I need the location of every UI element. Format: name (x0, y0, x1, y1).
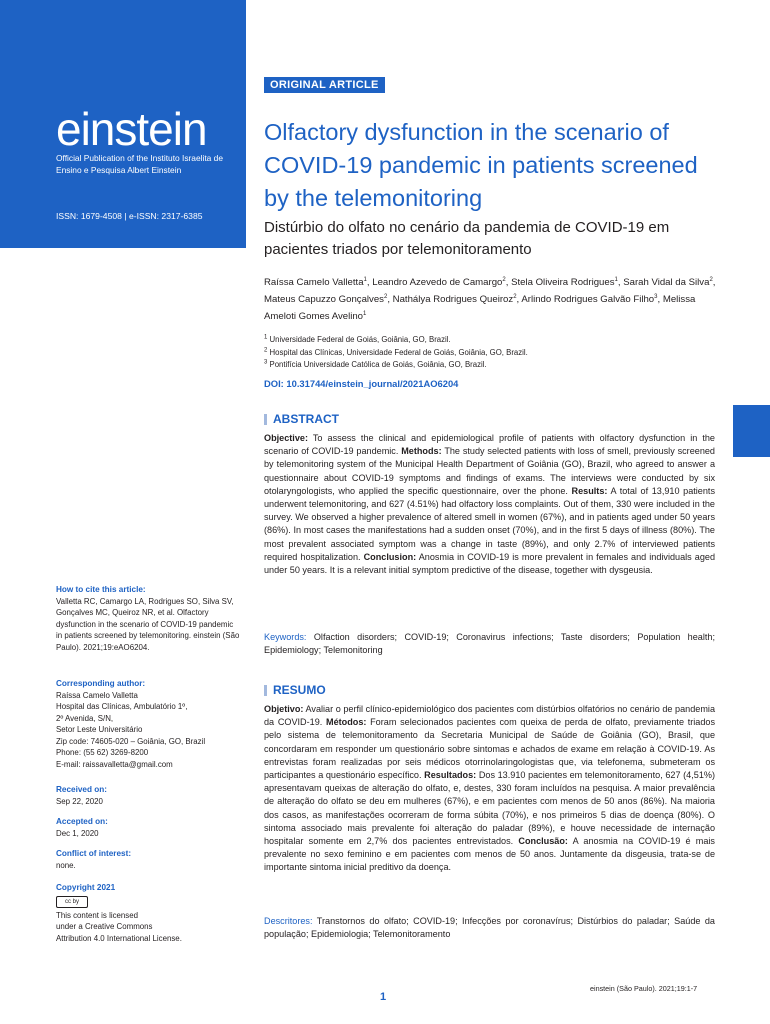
section-text: A anosmia na COVID-19 é mais prevalente no sexo feminino e em pacientes com menos de 50 anos. Juntamente da disgeusia, trata-se de importante sintoma inicial preditivo da doença. (264, 836, 715, 873)
affiliation-text: Hospital das Clínicas, Universidade Federal de Goiás, Goiânia, GO, Brazil. (267, 347, 528, 357)
resumo-heading (264, 683, 326, 697)
descritores-text: Transtornos do olfato; COVID-19; Infecções por coronavírus; Distúrbios do paladar; Saúde da população; Epidemiologia; Telemonitoramento (264, 916, 715, 940)
author-name: Mateus Capuzzo Gonçalves (264, 294, 384, 305)
keywords-label: Keywords: (264, 632, 307, 642)
affiliation-number: 3 (264, 359, 268, 366)
section-text: To assess the clinical and epidemiological profile of patients with olfactory dysfunction in the scenario of COVID-19 pandemic. (264, 433, 715, 457)
cite-text: Valletta RC, Camargo LA, Rodrigues SO, Silva SV, Gonçalves MC, Queiroz NR, et al. Olfactory dysfunction in the scenario of COVID-19 pandemic in patients screened by telemonitoring. einstein (São Paulo). 2021;19:eAO6204. (56, 596, 240, 652)
affiliation (264, 359, 724, 372)
abstract-heading-text: ABSTRACT (273, 412, 339, 426)
license-line: This content is licensed (56, 910, 139, 920)
how-to-cite (56, 584, 241, 653)
conflict-heading: Conflict of interest: (56, 849, 132, 858)
affiliation (264, 347, 724, 360)
copyright-heading: Copyright 2021 (56, 883, 116, 892)
address-line: Raíssa Camelo Valletta (56, 690, 138, 700)
accepted-block (56, 816, 241, 839)
section-text: The study selected patients with loss of smell, previously screened by telemonitoring system of the Municipal Health Department of Goiânia (GO), Brazil, who agreed to answer a questionnaire about COVID-19 symptoms and findings of exams. The interviews were conducted by six otolaryngologists, who applied the specific questionnaire, over the phone. (264, 446, 715, 496)
address-line: Hospital das Clínicas, Ambulatório 1º, (56, 702, 188, 711)
author-affiliation-mark: 1 (363, 276, 367, 283)
affiliation-number: 2 (264, 346, 268, 353)
section-label: Métodos: (326, 717, 367, 728)
received-heading: Received on: (56, 785, 107, 794)
resumo-heading-text: RESUMO (273, 683, 326, 697)
author-affiliation-mark: 3 (654, 293, 658, 300)
author-name: Raíssa Camelo Valletta (264, 277, 364, 288)
received-block (56, 784, 241, 807)
license-text (56, 910, 241, 945)
conflict-block (56, 848, 241, 871)
author-name: Stela Oliveira Rodrigues (511, 277, 615, 288)
affiliation-list (264, 334, 724, 372)
section-text: Dos 13.910 pacientes em telemonitoramento, 627 (4,51%) apresentavam queixas de alteração do olfato, e, destes, 330 foram incluídos na pesquisa. A maior prevalência de alteração do olfato se deu em mulheres (67%), e em pacientes com menos de 50 anos (86%). Na maioria dos casos, as manifestações ocorreram de forma súbita (70%), e nos primeiros 5 dias de doença (80%). O sintoma associado mais prevalente foi alteração do paladar (89%), e houve necessidade de internação hospitalar somente em 2,7% dos pacientes entrevistados. (264, 770, 715, 847)
author-name: Sarah Vidal da Silva (623, 277, 710, 288)
footer-citation: einstein (São Paulo). 2021;19:1-7 (590, 984, 698, 993)
author-affiliation-mark: 2 (383, 293, 388, 300)
page-edge-tab (733, 405, 770, 457)
resumo-keywords (264, 915, 715, 941)
section-label: Objective: (264, 433, 308, 443)
affiliation-text: Pontifícia Universidade Católica de Goiás, Goiânia, GO, Brazil. (267, 360, 487, 369)
section-text: Avaliar o perfil clínico-epidemiológico dos pacientes com distúrbios olfatórios no cenário de pandemia da COVID-19. (264, 704, 715, 728)
article-doi[interactable]: DOI: 10.31744/einstein_journal/2021AO6204 (264, 378, 459, 389)
journal-publication-line: Official Publication of the Instituto Israelita de Ensino e Pesquisa Albert Einstein (56, 153, 223, 175)
affiliation (264, 334, 724, 347)
affiliation-number: 1 (264, 334, 268, 341)
article-type-badge: ORIGINAL ARTICLE (264, 77, 385, 93)
section-label: Methods: (401, 446, 442, 457)
article-subtitle: Distúrbio do olfato no cenário da pandemia de COVID-19 em pacientes triados por telemonitoramento (264, 219, 670, 258)
author-affiliation-mark: 2 (709, 276, 713, 283)
journal-logo: einstein (56, 103, 207, 155)
author-affiliation-mark: 1 (363, 310, 367, 317)
page-number: 1 (380, 991, 387, 1003)
affiliation-text: Universidade Federal de Goiás, Goiânia, GO, Brazil. (267, 335, 451, 344)
author-name: Nathályа Rodrigues Queiroz (392, 294, 514, 305)
received-date: Sep 22, 2020 (56, 796, 103, 806)
address-line: Setor Leste Universitário (56, 725, 143, 734)
license-line: Attribution 4.0 International License. (56, 933, 182, 943)
corresponding-author (56, 678, 241, 770)
abstract-body (264, 432, 715, 577)
section-label: Results: (571, 485, 608, 496)
author-affiliation-mark: 2 (502, 276, 506, 283)
corr-heading: Corresponding author: (56, 679, 146, 688)
author-list: Raíssa Camelo Valletta$^1$, Leandro Azevedo de Camargo$^2$, Stela Oliveira Rodrigues$^1$, Sarah Vidal da Silva$^2$, Mateus Capuzzo Gonçalves$^2$, Nathályа Rodrigues Queiroz$^2$, Arlindo Rodrigues Galvão Filho$^3$, Melissa Ameloti Gomes Avelino$^1$ (264, 276, 716, 322)
heading-bar (264, 414, 267, 425)
article-title: Olfactory dysfunction in the scenario of COVID-19 pandemic in patients screened by the telemonitoring (264, 119, 698, 211)
journal-issn: ISSN: 1679-4508 | e-ISSN: 2317-6385 (56, 211, 203, 221)
section-label: Conclusion: (363, 551, 417, 562)
section-label: Objetivo: (264, 704, 304, 714)
heading-bar (264, 685, 267, 696)
keywords-text: Olfaction disorders; COVID-19; Coronavirus infections; Taste disorders; Population health; Epidemiology; Telemonitoring (264, 632, 715, 656)
abstract-keywords (264, 631, 715, 657)
section-label: Resultados: (424, 770, 477, 781)
author-name: Leandro Azevedo de Camargo (372, 277, 503, 288)
address-line: 2º Avenida, S/N, (56, 713, 114, 723)
section-text: A total of 13,910 patients underwent telemonitoring, and 627 (4.51%) had olfactory loss complaints. Out of them, 330 were included in the survey. We observed a higher prevalence of altered smell in women (67%), and in patients aged under 50 years (86%). In most cases the manifestations had a sudden onset (70%), and in the first 5 days of illness (80%). The most prevalent associated symptom was a change in taste (89%), and only 2.7% of interviewed patients required hospitalization. (264, 485, 715, 562)
address-line: Zip code: 74605-020 – Goiânia, GO, Brazil (56, 736, 206, 746)
accepted-heading: Accepted on: (56, 817, 108, 826)
accepted-date: Dec 1, 2020 (56, 828, 99, 838)
resumo-body (264, 703, 715, 875)
corr-address (56, 690, 241, 771)
license-line: under a Creative Commons (56, 922, 153, 931)
section-text: Anosmia in COVID-19 is more prevalent in females and individuals aged under 50 years. It is a relevant initial symptom predictive of the disease, together with dysgeusia. (264, 551, 715, 576)
cc-by-icon: cc by (56, 896, 88, 908)
descritores-label: Descritores: (264, 916, 313, 926)
section-text: Foram selecionados pacientes com queixa de perda de olfato, previamente triados pelo sistema de telemonitoramento da Secretaria Municipal de Saúde de Goiânia (GO), Brasil, que concordaram em responder um questionário sobre sintomas e achados de exame em relação à COVID-19. As entrevistas foram realizadas por seis médicos otorrinolaringologistas que, via telefonema, submeteram os participantes a questionário específico. (264, 717, 716, 781)
cite-heading: How to cite this article: (56, 585, 146, 594)
abstract-heading (264, 412, 339, 426)
conflict-text: none. (56, 860, 76, 870)
address-line: E-mail: raissavalletta@gmail.com (56, 759, 173, 769)
address-line: Phone: (55 62) 3269-8200 (56, 748, 149, 757)
section-label: Conclusão: (518, 836, 568, 847)
author-name: Melissa Ameloti Gomes Avelino (264, 294, 696, 322)
author-affiliation-mark: 2 (513, 293, 517, 300)
author-affiliation-mark: 1 (614, 276, 618, 283)
author-name: Arlindo Rodrigues Galvão Filho (521, 294, 655, 305)
copyright-block (56, 882, 241, 944)
